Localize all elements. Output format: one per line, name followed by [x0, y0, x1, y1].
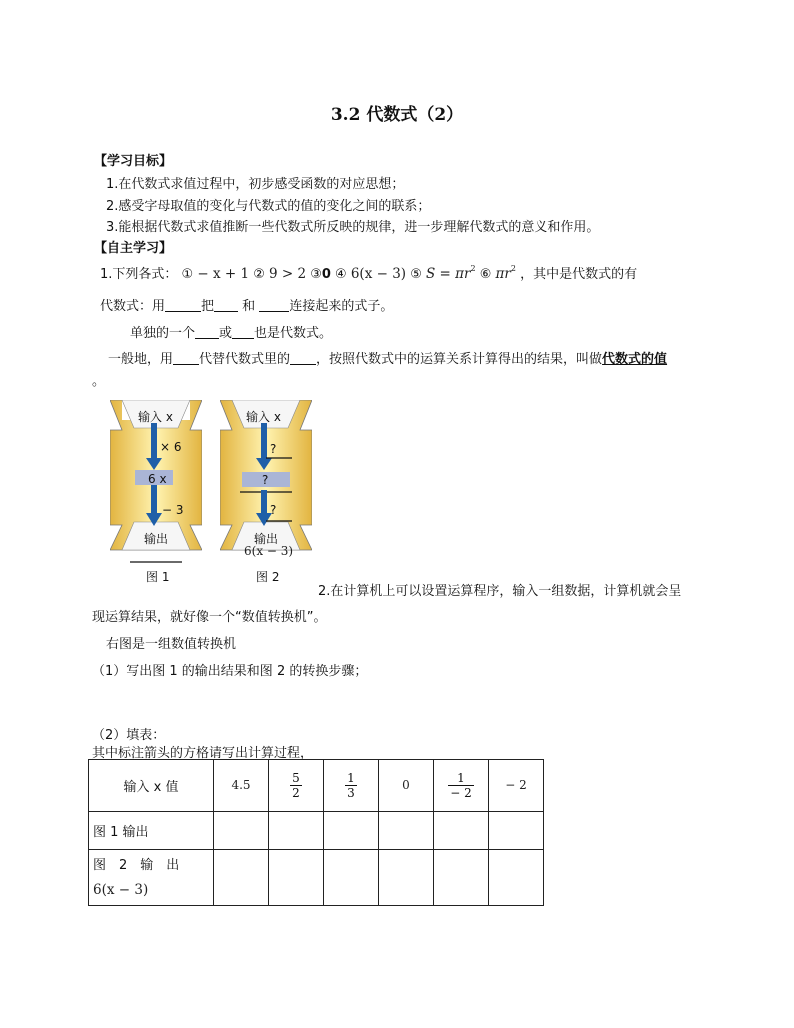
- table-row2-label-text: 图 2 输 出: [93, 857, 180, 873]
- expr-4: 6(x − 3): [350, 266, 407, 282]
- definition-text-c: 和: [242, 299, 256, 314]
- table-answer-cell[interactable]: [489, 850, 544, 906]
- expr-6-exponent: 2: [510, 264, 516, 273]
- figure-2-arrow-shaft-bottom: [261, 490, 267, 515]
- single-term-text-a: 单独的一个: [130, 326, 196, 341]
- blank-7[interactable]: [290, 352, 316, 365]
- blank-5[interactable]: [232, 326, 254, 339]
- table-value-2: [345, 771, 357, 800]
- table-value-5: − 2: [505, 778, 527, 792]
- q2-part-1: （1）写出图 1 的输出结果和图 2 的转换步骤；: [92, 664, 368, 679]
- value-definition-end: 。: [92, 374, 106, 389]
- figure-1-arrow-shaft-top: [151, 423, 157, 460]
- q2-part-2: （2）填表：: [92, 728, 166, 743]
- table-value-cell: [489, 760, 544, 812]
- table-row2-label-expr: 6(x − 3): [93, 881, 149, 898]
- blank-1[interactable]: [165, 299, 201, 312]
- q2-line-1: 2.在计算机上可以设置运算程序，输入一组数据，计算机就会呈: [318, 584, 682, 599]
- table-value-cell: [214, 760, 269, 812]
- value-definition-line: [108, 348, 667, 367]
- table-header-row: [89, 760, 544, 812]
- q1-suffix: ，其中是代数式的有: [520, 267, 638, 282]
- frac-den: − 2: [450, 786, 472, 800]
- q2-line-3: 右图是一组数值转换机: [106, 637, 237, 652]
- table-value-cell: [269, 760, 324, 812]
- value-text-b: 代替代数式里的: [199, 352, 291, 367]
- value-term-bold: 代数式的值: [602, 352, 668, 367]
- frac-den: 2: [292, 786, 300, 800]
- expr-5-exponent: 2: [470, 264, 476, 273]
- self-study-heading: 【自主学习】: [94, 241, 173, 256]
- expr-3: 0: [321, 267, 331, 282]
- definition-line: [100, 295, 393, 314]
- q2-table-note: 其中标注箭头的方格请写出计算过程，: [92, 746, 314, 761]
- figure-1-mid-label: 6 x: [148, 472, 167, 486]
- table-value-cell: [434, 760, 489, 812]
- objective-item-1: 1.在代数式求值过程中，初步感受函数的对应思想；: [106, 177, 405, 192]
- blank-6[interactable]: [173, 352, 199, 365]
- objective-item-3: 3.能根据代数式求值推断一些代数式所反映的规律，进一步理解代数式的意义和作用。: [106, 220, 600, 235]
- frac-den: 3: [347, 786, 355, 800]
- figure-1-caption: 图 1: [146, 570, 170, 584]
- single-term-line: [130, 322, 332, 341]
- objective-item-2: 2.感受字母取值的变化与代数式的值的变化之间的联系；: [106, 199, 431, 214]
- definition-text-a: 代数式：用: [100, 299, 166, 314]
- table-answer-cell[interactable]: [214, 850, 269, 906]
- definition-text-d: 连接起来的式子。: [289, 299, 394, 314]
- frac-num: 5: [292, 771, 300, 785]
- figure-2-caption: 图 2: [256, 570, 280, 584]
- expr-5: S = πr: [426, 266, 471, 282]
- table-answer-cell[interactable]: [379, 850, 434, 906]
- table-answer-cell[interactable]: [324, 812, 379, 850]
- table-value-3: 0: [402, 778, 410, 792]
- figure-1-op2: − 3: [162, 503, 184, 517]
- figure-2-op1: ?: [270, 442, 277, 456]
- q2-line-2: 现运算结果，就好像一个“数值转换机”。: [92, 610, 327, 625]
- figure-2-arrow-shaft-top: [261, 423, 267, 460]
- table-value-4: [448, 771, 474, 800]
- fill-in-table: [88, 759, 544, 906]
- blank-2[interactable]: [214, 299, 238, 312]
- q1-prefix: 1.下列各式：: [100, 267, 178, 282]
- table-answer-cell[interactable]: [489, 812, 544, 850]
- table-answer-cell[interactable]: [379, 812, 434, 850]
- table-answer-cell[interactable]: [214, 812, 269, 850]
- table-answer-cell[interactable]: [269, 850, 324, 906]
- single-term-text-b: 或: [219, 326, 233, 341]
- figure-2-input-label: 输入 x: [246, 410, 281, 424]
- q1-line: [100, 263, 637, 282]
- frac-num: 1: [347, 771, 355, 785]
- table-answer-cell[interactable]: [434, 812, 489, 850]
- table-value-cell: [379, 760, 434, 812]
- table-answer-cell[interactable]: [324, 850, 379, 906]
- expr-3-number: ③: [310, 267, 322, 282]
- table-value-1: [290, 771, 302, 800]
- value-text-c: ，按照代数式中的运算关系计算得出的结果，叫做: [316, 352, 603, 367]
- expr-4-number: ④: [335, 267, 347, 282]
- blank-4[interactable]: [195, 326, 219, 339]
- table-row-figure1: [89, 812, 544, 850]
- figure-1-arrow-shaft-bottom: [151, 485, 157, 515]
- expr-2: 9 > 2: [268, 266, 307, 282]
- figure-2-output-expr: 6(x − 3): [244, 544, 294, 558]
- table-value-cell: [324, 760, 379, 812]
- table-row-label: [89, 850, 214, 906]
- figure-1-output-label: 输出: [144, 532, 169, 546]
- frac-num: 1: [448, 771, 474, 786]
- definition-text-b: 把: [201, 299, 215, 314]
- table-row-figure2: [89, 850, 544, 906]
- figure-2-mid-label: ?: [262, 473, 269, 487]
- expr-1: − x + 1: [197, 266, 250, 282]
- expr-5-number: ⑤: [410, 267, 422, 282]
- table-row-label: 图 1 输出: [89, 812, 214, 850]
- table-value-0: 4.5: [231, 778, 251, 792]
- expr-1-number: ①: [181, 267, 194, 282]
- blank-3[interactable]: [259, 299, 289, 312]
- single-term-text-c: 也是代数式。: [254, 326, 333, 341]
- expr-6-number: ⑥: [479, 267, 492, 282]
- figure-1-op1: × 6: [160, 440, 182, 454]
- page-title: 3.2 代数式（2）: [330, 105, 464, 125]
- expr-2-number: ②: [253, 267, 265, 282]
- table-answer-cell[interactable]: [269, 812, 324, 850]
- figure-2-output-label: 输出: [254, 532, 279, 546]
- figure-2-op2: ?: [270, 503, 277, 517]
- objectives-heading: 【学习目标】: [94, 154, 173, 169]
- value-text-a: 一般地，用: [108, 352, 174, 367]
- table-answer-cell[interactable]: [434, 850, 489, 906]
- figure-1-input-label: 输入 x: [138, 410, 173, 424]
- table-header-label: 输入 x 值: [89, 760, 214, 812]
- expr-6: πr: [495, 266, 511, 282]
